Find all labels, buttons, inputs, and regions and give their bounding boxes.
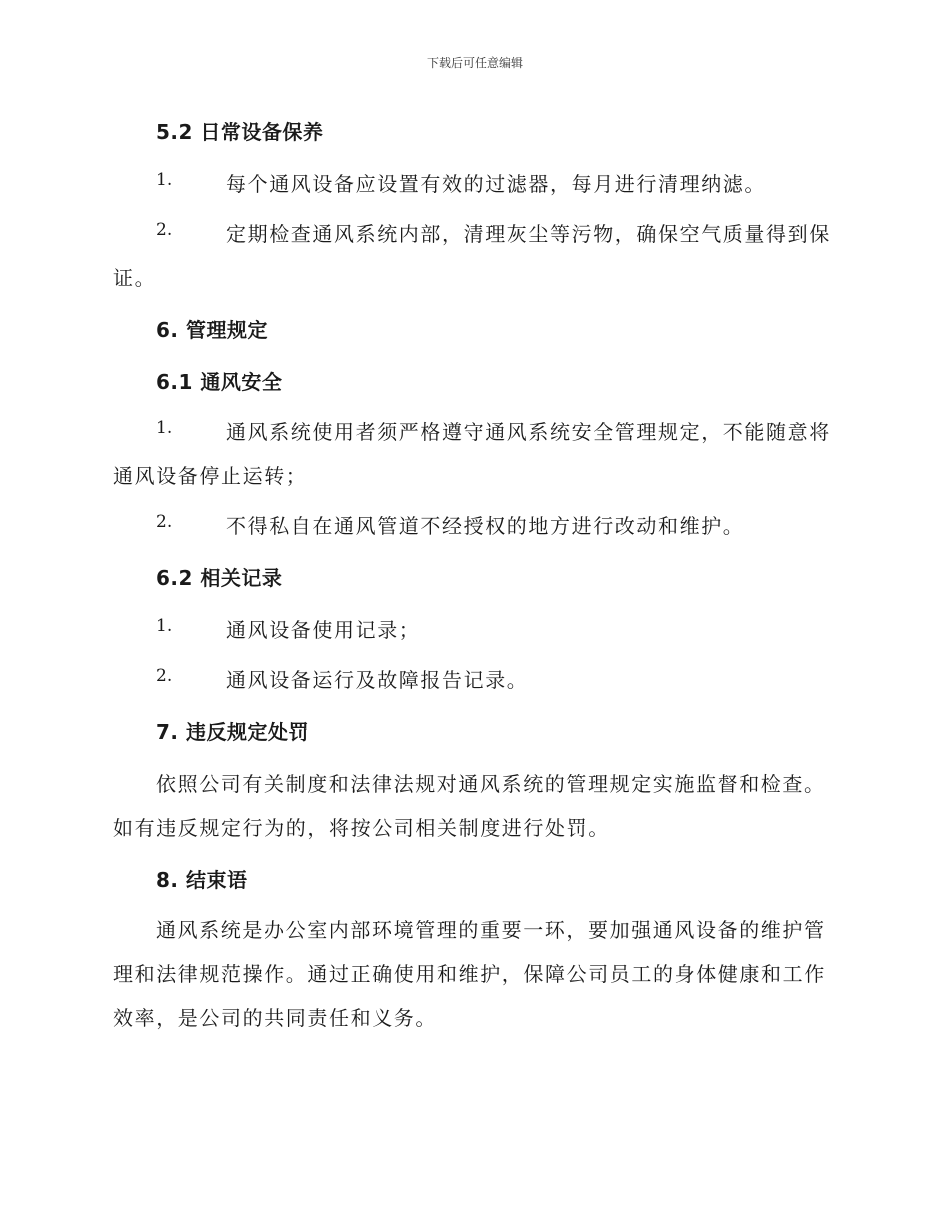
list-text-continuation: 证。 (113, 266, 157, 290)
list-text: 不得私自在通风管道不经授权的地方进行改动和维护。 (226, 514, 745, 538)
list-number: 1. (156, 616, 173, 636)
paragraph-line: 如有违反规定行为的，将按公司相关制度进行处罚。 (113, 816, 610, 840)
heading-6-2: 6.2 相关记录 (156, 566, 283, 590)
list-number: 2. (156, 666, 173, 686)
paragraph-line: 依照公司有关制度和法律法规对通风系统的管理规定实施监督和检查。 (156, 772, 826, 796)
page-header: 下载后可任意编辑 (426, 56, 523, 70)
list-text: 定期检查通风系统内部，清理灰尘等污物，确保空气质量得到保 (226, 222, 831, 246)
list-number: 2. (156, 220, 173, 240)
heading-7: 7. 违反规定处罚 (156, 720, 309, 744)
list-text: 通风设备使用记录； (226, 618, 421, 642)
heading-5-2: 5.2 日常设备保养 (156, 120, 324, 144)
list-number: 1. (156, 170, 173, 190)
heading-6-1: 6.1 通风安全 (156, 370, 283, 394)
paragraph-line: 效率，是公司的共同责任和义务。 (113, 1006, 437, 1030)
paragraph-line: 理和法律规范操作。通过正确使用和维护，保障公司员工的身体健康和工作 (113, 962, 826, 986)
list-text: 通风系统使用者须严格遵守通风系统安全管理规定，不能随意将 (226, 420, 831, 444)
heading-6: 6. 管理规定 (156, 318, 268, 342)
list-text: 通风设备运行及故障报告记录。 (226, 668, 529, 692)
list-number: 1. (156, 418, 173, 438)
list-text: 每个通风设备应设置有效的过滤器，每月进行清理纳滤。 (226, 172, 766, 196)
heading-8: 8. 结束语 (156, 868, 248, 892)
list-text-continuation: 通风设备停止运转； (113, 464, 308, 488)
list-number: 2. (156, 512, 173, 532)
paragraph-line: 通风系统是办公室内部环境管理的重要一环，要加强通风设备的维护管 (156, 918, 826, 942)
